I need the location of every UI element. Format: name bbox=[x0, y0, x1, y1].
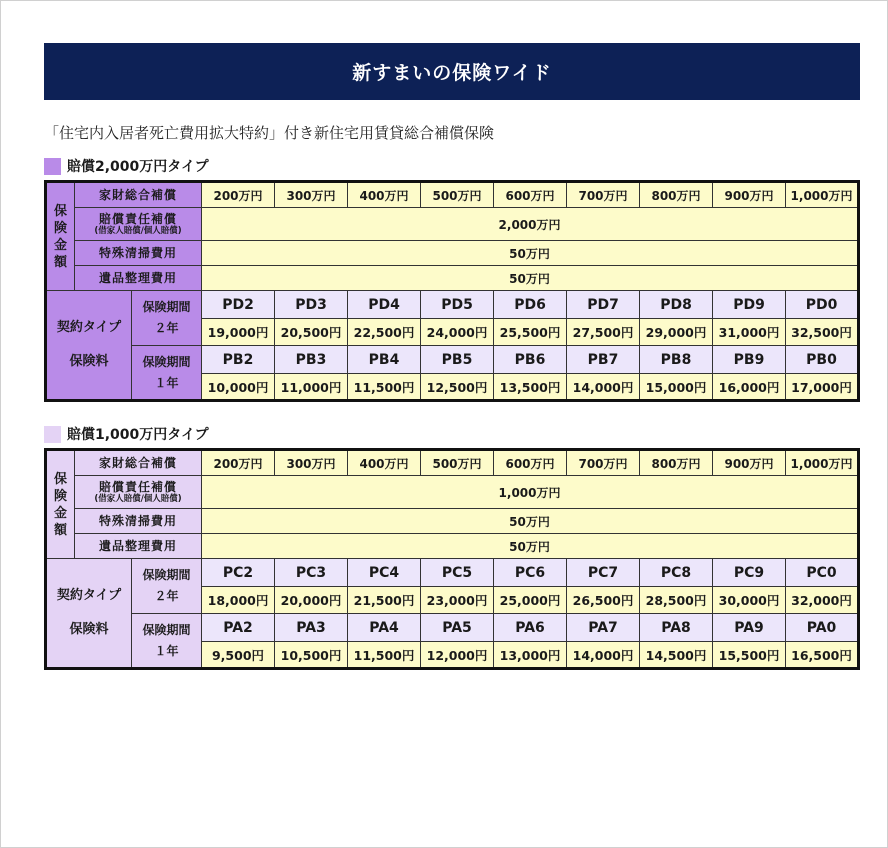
liability-coverage-label: 賠償責任補償 (借家人賠償/個人賠償) bbox=[75, 476, 202, 509]
premium-price-cell: 15,500円 bbox=[713, 642, 786, 669]
cleaning-amount-cell: 50万円 bbox=[202, 241, 859, 266]
premium-price-cell: 23,000円 bbox=[421, 587, 494, 614]
liability-coverage-label: 賠償責任補償 (借家人賠償/個人賠償) bbox=[75, 208, 202, 241]
plan-code-cell: PA6 bbox=[494, 614, 567, 642]
plan-code-cell: PD3 bbox=[275, 291, 348, 319]
household-coverage-label: 家財総合補償 bbox=[75, 182, 202, 208]
liability-amount-cell: 1,000万円 bbox=[202, 476, 859, 509]
cleaning-cost-label: 特殊清掃費用 bbox=[75, 241, 202, 266]
premium-price-cell: 16,000円 bbox=[713, 374, 786, 401]
premium-price-cell: 25,000円 bbox=[494, 587, 567, 614]
premium-price-cell: 16,500円 bbox=[786, 642, 859, 669]
liability-coverage-sublabel: (借家人賠償/個人賠償) bbox=[94, 225, 182, 236]
premium-price-cell: 32,000円 bbox=[786, 587, 859, 614]
premium-price-cell: 19,000円 bbox=[202, 319, 275, 346]
belongings-amount-cell: 50万円 bbox=[202, 534, 859, 559]
plan-code-cell: PC7 bbox=[567, 559, 640, 587]
premium-price-cell: 14,000円 bbox=[567, 374, 640, 401]
page-title-bar bbox=[44, 43, 860, 100]
household-amount-cell: 200万円 bbox=[202, 450, 275, 476]
premium-price-cell: 22,500円 bbox=[348, 319, 421, 346]
plan-code-cell: PB9 bbox=[713, 346, 786, 374]
section-marker-icon bbox=[44, 158, 61, 175]
plan-code-cell: PC4 bbox=[348, 559, 421, 587]
premium-price-cell: 27,500円 bbox=[567, 319, 640, 346]
plan-code-cell: PB7 bbox=[567, 346, 640, 374]
premium-price-cell: 28,500円 bbox=[640, 587, 713, 614]
contract-type-premium-label: 契約タイプ 保険料 bbox=[46, 291, 132, 401]
plan-code-cell: PB5 bbox=[421, 346, 494, 374]
insured-amount-label: 保 険 金 額 bbox=[46, 450, 75, 559]
household-amount-cell: 300万円 bbox=[275, 182, 348, 208]
premium-price-cell: 18,000円 bbox=[202, 587, 275, 614]
premium-price-cell: 31,000円 bbox=[713, 319, 786, 346]
insured-amount-label: 保 険 金 額 bbox=[46, 182, 75, 291]
plan-code-cell: PD7 bbox=[567, 291, 640, 319]
cleaning-cost-label: 特殊清掃費用 bbox=[75, 509, 202, 534]
plan-code-cell: PA3 bbox=[275, 614, 348, 642]
premium-price-cell: 32,500円 bbox=[786, 319, 859, 346]
insurance-period-label: 保険期間 ２年 bbox=[132, 559, 202, 614]
plan-code-cell: PD4 bbox=[348, 291, 421, 319]
plan-code-cell: PA5 bbox=[421, 614, 494, 642]
plan-code-cell: PA2 bbox=[202, 614, 275, 642]
plan-code-cell: PA9 bbox=[713, 614, 786, 642]
plan-code-cell: PA8 bbox=[640, 614, 713, 642]
premium-price-cell: 17,000円 bbox=[786, 374, 859, 401]
plan-code-cell: PB2 bbox=[202, 346, 275, 374]
liability-amount-cell: 2,000万円 bbox=[202, 208, 859, 241]
premium-price-cell: 25,500円 bbox=[494, 319, 567, 346]
plan-code-cell: PD9 bbox=[713, 291, 786, 319]
household-amount-cell: 400万円 bbox=[348, 182, 421, 208]
premium-price-cell: 20,000円 bbox=[275, 587, 348, 614]
plan-code-cell: PC5 bbox=[421, 559, 494, 587]
plan-code-cell: PB0 bbox=[786, 346, 859, 374]
plan-code-cell: PA4 bbox=[348, 614, 421, 642]
page-title: 新すまいの保険ワイド bbox=[352, 62, 552, 84]
plan-code-cell: PD2 bbox=[202, 291, 275, 319]
premium-price-cell: 24,000円 bbox=[421, 319, 494, 346]
household-amount-cell: 800万円 bbox=[640, 182, 713, 208]
section-title-1000 bbox=[44, 424, 209, 444]
cleaning-amount-cell: 50万円 bbox=[202, 509, 859, 534]
plan-code-cell: PD6 bbox=[494, 291, 567, 319]
plan-code-cell: PB4 bbox=[348, 346, 421, 374]
liability-coverage-sublabel: (借家人賠償/個人賠償) bbox=[94, 493, 182, 504]
household-amount-cell: 500万円 bbox=[421, 182, 494, 208]
premium-price-cell: 10,000円 bbox=[202, 374, 275, 401]
household-amount-cell: 800万円 bbox=[640, 450, 713, 476]
plan-code-cell: PB6 bbox=[494, 346, 567, 374]
premium-price-cell: 12,500円 bbox=[421, 374, 494, 401]
plan-code-cell: PC9 bbox=[713, 559, 786, 587]
household-coverage-label: 家財総合補償 bbox=[75, 450, 202, 476]
premium-price-cell: 11,500円 bbox=[348, 642, 421, 669]
premium-price-cell: 30,000円 bbox=[713, 587, 786, 614]
premium-price-cell: 26,500円 bbox=[567, 587, 640, 614]
section-marker-icon bbox=[44, 426, 61, 443]
premium-price-cell: 21,500円 bbox=[348, 587, 421, 614]
premium-price-cell: 11,000円 bbox=[275, 374, 348, 401]
premium-price-cell: 12,000円 bbox=[421, 642, 494, 669]
plan-code-cell: PC2 bbox=[202, 559, 275, 587]
premium-price-cell: 13,000円 bbox=[494, 642, 567, 669]
plan-code-cell: PC8 bbox=[640, 559, 713, 587]
plan-code-cell: PA7 bbox=[567, 614, 640, 642]
section-title-text: 賠償1,000万円タイプ bbox=[67, 427, 209, 443]
belongings-cost-label: 遺品整理費用 bbox=[75, 534, 202, 559]
plan-code-cell: PD5 bbox=[421, 291, 494, 319]
premium-price-cell: 29,000円 bbox=[640, 319, 713, 346]
household-amount-cell: 200万円 bbox=[202, 182, 275, 208]
plan-code-cell: PC0 bbox=[786, 559, 859, 587]
plan-code-cell: PB3 bbox=[275, 346, 348, 374]
insurance-period-label: 保険期間 １年 bbox=[132, 614, 202, 669]
household-amount-cell: 600万円 bbox=[494, 182, 567, 208]
household-amount-cell: 400万円 bbox=[348, 450, 421, 476]
household-amount-cell: 1,000万円 bbox=[786, 182, 859, 208]
premium-price-cell: 15,000円 bbox=[640, 374, 713, 401]
premium-price-cell: 10,500円 bbox=[275, 642, 348, 669]
household-amount-cell: 700万円 bbox=[567, 450, 640, 476]
plan-code-cell: PC3 bbox=[275, 559, 348, 587]
premium-price-cell: 13,500円 bbox=[494, 374, 567, 401]
belongings-amount-cell: 50万円 bbox=[202, 266, 859, 291]
plan-code-cell: PC6 bbox=[494, 559, 567, 587]
household-amount-cell: 700万円 bbox=[567, 182, 640, 208]
premium-price-cell: 20,500円 bbox=[275, 319, 348, 346]
insurance-period-label: 保険期間 １年 bbox=[132, 346, 202, 401]
section-title-2000 bbox=[44, 156, 209, 176]
premium-price-cell: 11,500円 bbox=[348, 374, 421, 401]
household-amount-cell: 500万円 bbox=[421, 450, 494, 476]
plan-code-cell: PD8 bbox=[640, 291, 713, 319]
plan-code-cell: PD0 bbox=[786, 291, 859, 319]
household-amount-cell: 900万円 bbox=[713, 450, 786, 476]
section-title-text: 賠償2,000万円タイプ bbox=[67, 159, 209, 175]
insurance-period-label: 保険期間 ２年 bbox=[132, 291, 202, 346]
premium-price-cell: 9,500円 bbox=[202, 642, 275, 669]
household-amount-cell: 600万円 bbox=[494, 450, 567, 476]
product-subtitle: 「住宅内入居者死亡費用拡大特約」付き新住宅用賃貸総合補償保険 bbox=[44, 124, 495, 142]
plan-code-cell: PB8 bbox=[640, 346, 713, 374]
belongings-cost-label: 遺品整理費用 bbox=[75, 266, 202, 291]
household-amount-cell: 1,000万円 bbox=[786, 450, 859, 476]
household-amount-cell: 300万円 bbox=[275, 450, 348, 476]
premium-price-cell: 14,000円 bbox=[567, 642, 640, 669]
household-amount-cell: 900万円 bbox=[713, 182, 786, 208]
contract-type-premium-label: 契約タイプ 保険料 bbox=[46, 559, 132, 669]
plan-code-cell: PA0 bbox=[786, 614, 859, 642]
premium-price-cell: 14,500円 bbox=[640, 642, 713, 669]
